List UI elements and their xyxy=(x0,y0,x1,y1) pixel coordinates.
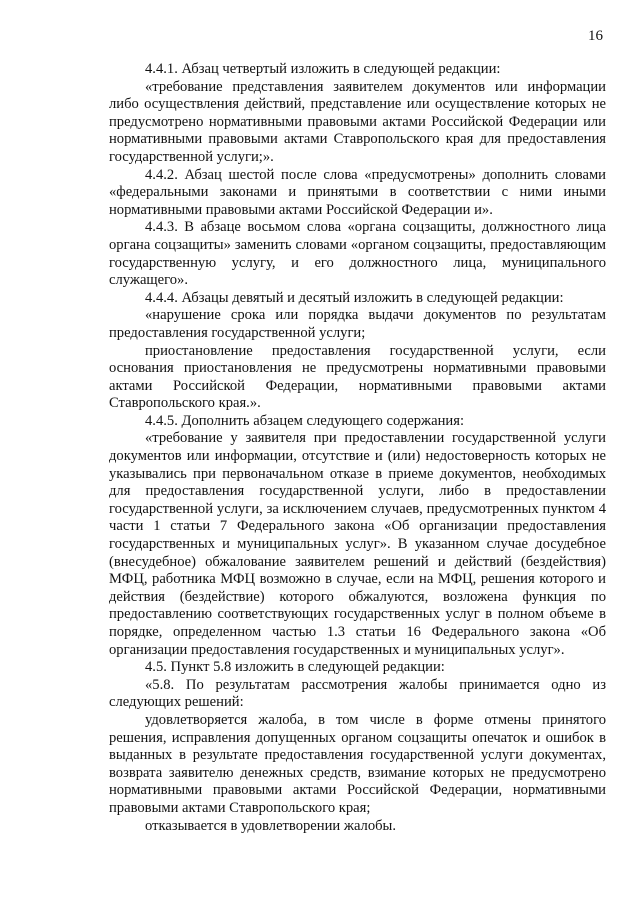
paragraph: «требование представления заявителем документов или информации либо осуществления действий, представление или осуществление которых не предусмотрено нормативными правовыми актами Российской Федерации или нормативными правовыми актами Ставропольского края для предоставления государственной услуги;». xyxy=(109,78,606,165)
paragraph: «требование у заявителя при предоставлении государственной услуги документов или информации, отсутствие и (или) недостоверность которых не указывались при первоначальном отказе в приеме документов, необходимых для предоставления государственной услуги, либо в предоставлении государственной услуги, за исключением случаев, предусмотренных пунктом 4 части 1 статьи 7 Федерального закона «Об организации предоставления государственных и муниципальных услуг». В указанном случае досудебное (внесудебное) обжалование заявителем решений и действий (бездействия) МФЦ, работника МФЦ возможно в случае, если на МФЦ, решения которого и действия (бездействие) которого обжалуются, возложена функция по предоставлению соответствующих государственных услуг в полном объеме в порядке, определенном частью 1.3 статьи 16 Федерального закона «Об организации предоставления государственных и муниципальных услуг». xyxy=(109,430,606,658)
paragraph: удовлетворяется жалоба, в том числе в форме отмены принятого решения, исправления допущенных органом соцзащиты опечаток и ошибок в выданных в результате предоставления государственной услуги документах, возврата заявителю денежных средств, взимание которых не предусмотрено нормативными правовыми актами Российской Федерации, нормативными правовыми актами Ставропольского края; xyxy=(109,711,606,816)
paragraph: приостановление предоставления государственной услуги, если основания приостановления не предусмотрены нормативными правовыми актами Российской Федерации, нормативными правовыми актами Ставропольского края.». xyxy=(109,342,606,412)
paragraph: «5.8. По результатам рассмотрения жалобы принимается одно из следующих решений: xyxy=(109,676,606,711)
paragraph: 4.4.4. Абзацы девятый и десятый изложить в следующей редакции: xyxy=(145,289,564,306)
paragraph: 4.4.3. В абзаце восьмом слова «органа соцзащиты, должностного лица органа соцзащиты» заменить словами «органом соцзащиты, предоставляющим государственную услугу, и его должностного лица, муниципального служащего». xyxy=(109,219,606,289)
paragraph: 4.4.2. Абзац шестой после слова «предусмотрены» дополнить словами «федеральными законами и принятыми в соответствии с ними иными нормативными правовыми актами Российской Федерации и». xyxy=(109,166,606,218)
paragraph: отказывается в удовлетворении жалобы. xyxy=(145,817,397,834)
paragraph: 4.4.5. Дополнить абзацем следующего содержания: xyxy=(145,412,465,429)
paragraph: 4.5. Пункт 5.8 изложить в следующей редакции: xyxy=(145,659,445,676)
paragraph: 4.4.1. Абзац четвертый изложить в следующей редакции: xyxy=(145,61,501,77)
paragraph: «нарушение срока или порядка выдачи документов по результатам предоставления государственной услуги; xyxy=(109,307,606,341)
page-number: 16 xyxy=(588,28,603,44)
document-body xyxy=(109,61,606,835)
